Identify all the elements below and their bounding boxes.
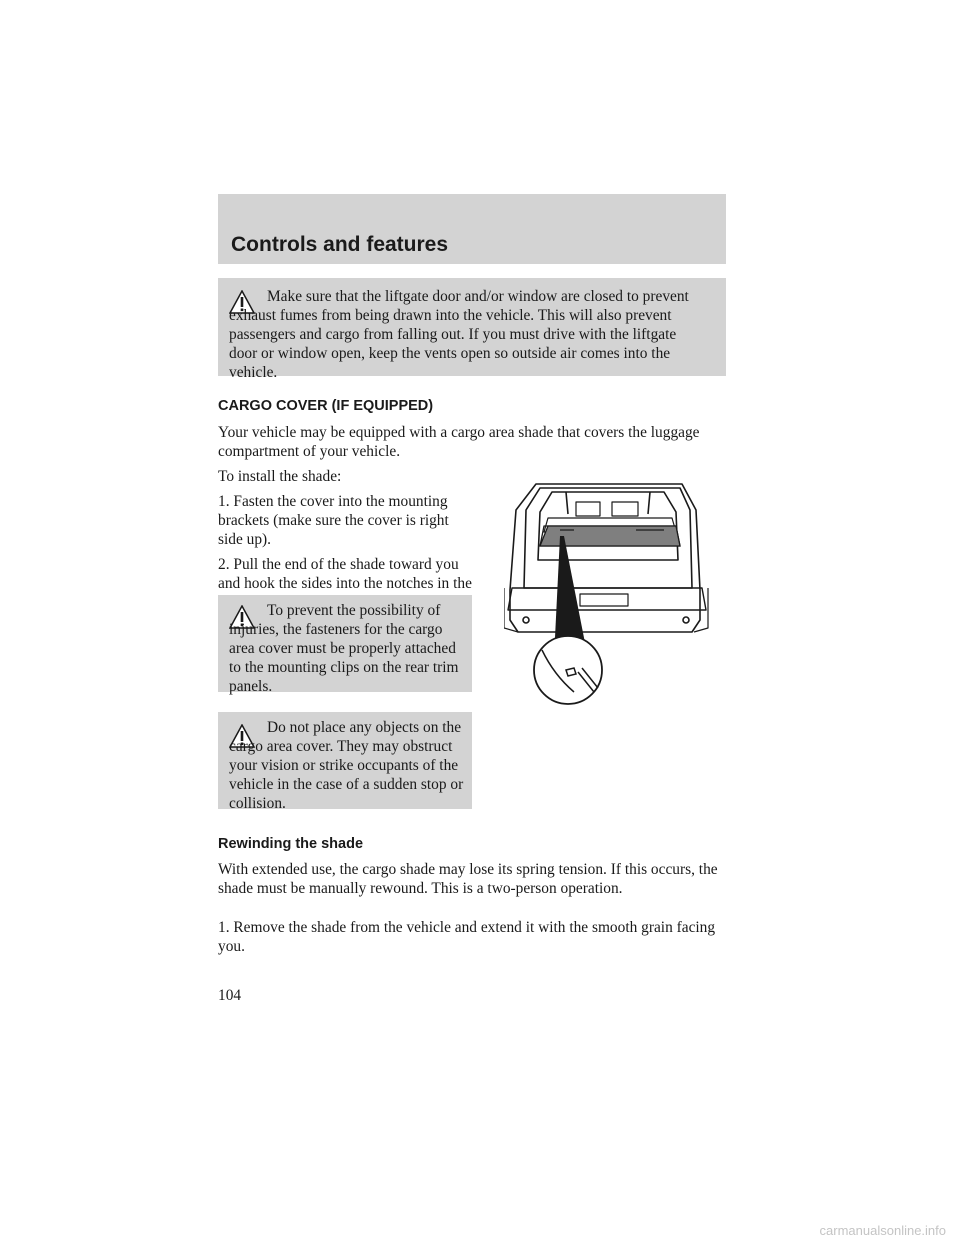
exhaust-warning-text: Make sure that the liftgate door and/or window are closed to prevent exhaust fumes from being drawn into the vehicle. This will also prevent passengers and cargo from falling out. If you must drive with the liftgate door or window open, keep the vents open so outside air comes into the vehicle. bbox=[229, 288, 689, 381]
rewinding-paragraph: With extended use, the cargo shade may lose its spring tension. If this occurs, the shade must be manually rewound. This is a two-person operation. bbox=[218, 861, 718, 897]
rewinding-step-1: 1. Remove the shade from the vehicle and extend it with the smooth grain facing you. bbox=[218, 919, 716, 955]
install-lead: To install the shade: bbox=[218, 468, 342, 485]
objects-warning-text: Do not place any objects on the cargo area cover. They may obstruct your vision or strike occupants of the vehicle in the case of a sudden stop or collision. bbox=[229, 719, 464, 812]
watermark: carmanualsonline.info bbox=[819, 1223, 946, 1238]
cargo-cover-heading: CARGO COVER (IF EQUIPPED) bbox=[218, 398, 434, 414]
install-step-2: 2. Pull the end of the shade toward you and hook the sides into the notches in the bbox=[218, 556, 472, 592]
rewinding-heading: Rewinding the shade bbox=[218, 836, 364, 852]
page-section-title: Controls and features bbox=[231, 233, 449, 256]
cargo-cover-illustration bbox=[504, 470, 720, 710]
install-step-1: 1. Fasten the cover into the mounting brackets (make sure the cover is right side up). bbox=[218, 493, 449, 548]
page-number: 104 bbox=[218, 987, 242, 1004]
fasteners-warning-text: To prevent the possibility of injuries, the fasteners for the cargo area cover must be properly attached to the mounting clips on the rear trim panels. bbox=[229, 602, 459, 695]
cargo-cover-intro: Your vehicle may be equipped with a cargo area shade that covers the luggage compartment of your vehicle. bbox=[218, 424, 700, 460]
